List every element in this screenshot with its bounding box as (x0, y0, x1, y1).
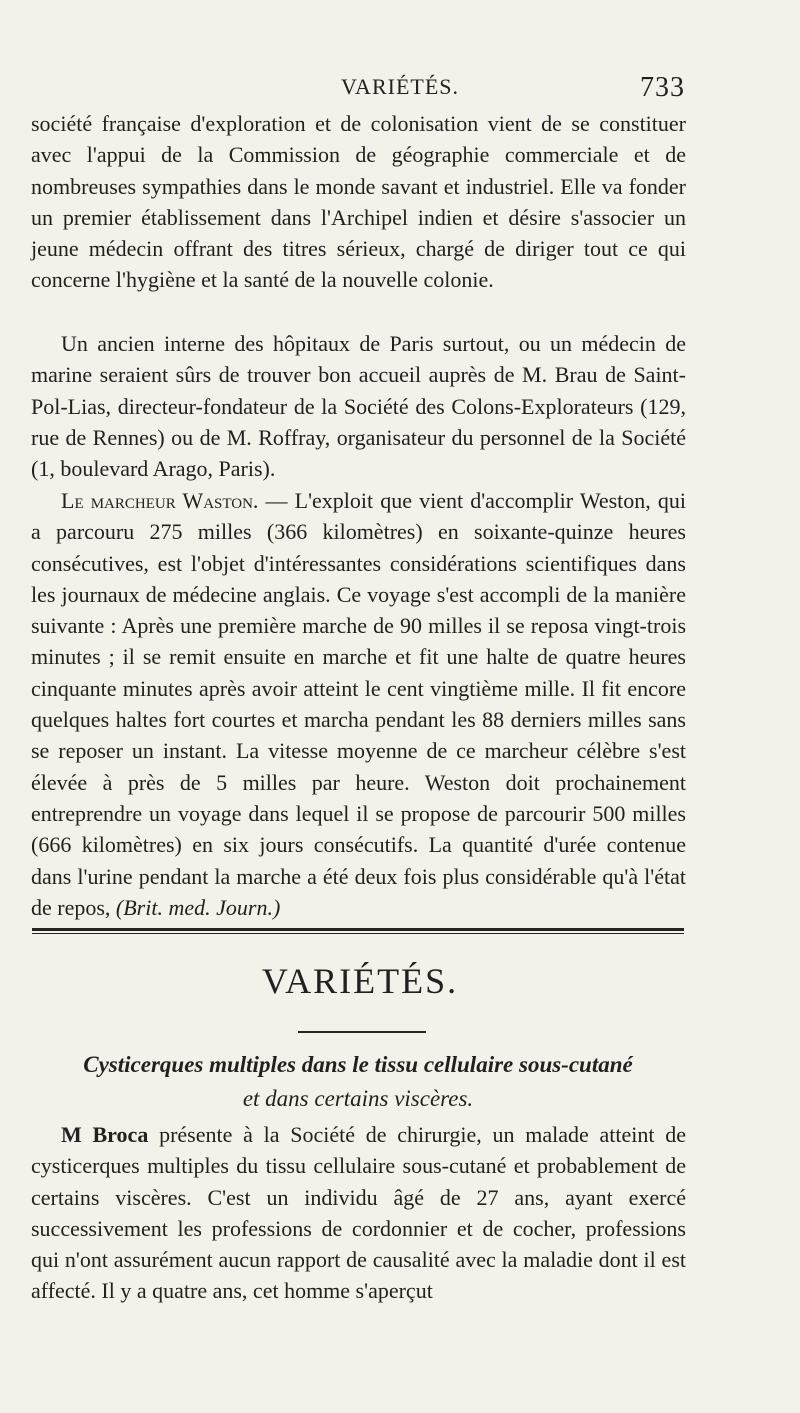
paragraph-lead: M Broca (61, 1122, 149, 1147)
paragraph-candidates (31, 328, 686, 484)
article-title-line-2: et dans certains viscères. (242, 1086, 474, 1111)
paragraph-body: — L'exploit que vient d'accomplir Weston, qui a parcouru 275 milles (366 kilomètres) en soixante-quinze heures consécutives, est l'objet d'intéressantes considérations scientifiques dans les journaux de médecine anglais. Ce voyage s'est accompli de la manière suivante : Après une première marche de 90 milles il se reposa vingt-trois minutes ; il se remit ensuite en marche et fit une halte de quatre heures cinquante minutes après avoir atteint le cent vingtième mille. Il fit encore quelques haltes fort courtes et marcha pendant les 88 derniers milles sans se reposer un instant. La vitesse moyenne de ce marcheur célèbre s'est élevée à près de 5 milles par heure. Weston doit prochainement entreprendre un voyage dans lequel il se propose de parcourir 500 milles (666 kilomètres) en six jours consécutifs. La quantité d'urée contenue dans l'urine pendant la marche a été deux fois plus considérable qu'à l'état de repos, (31, 488, 686, 920)
running-header: VARIÉTÉS. (341, 74, 459, 99)
paragraph-text (31, 485, 686, 923)
page-number: 733 (640, 72, 685, 103)
paragraph-text: société française d'exploration et de colonisation vient de se constituer avec l'appui de la Commission de géographie commerciale et de nombreuses sympathies dans le monde savant et industriel. Elle va fonder un premier établissement dans l'Archipel indien et désire s'associer un jeune médecin offrant des titres sérieux, chargé de diriger tout ce qui concerne l'hygiène et la santé de la nouvelle colonie. (31, 111, 686, 293)
section-divider-thin (32, 933, 684, 934)
paragraph-broca (31, 1119, 686, 1307)
paragraph-text: Un ancien interne des hôpitaux de Paris surtout, ou un médecin de marine seraient sûrs de trouver bon accueil auprès de M. Brau de Saint-Pol-Lias, directeur-fondateur de la Société des Colons-Explorateurs (129, rue de Rennes) ou de M. Roffray, organisateur du personnel de la Société (1, boulevard Arago, Paris). (31, 331, 686, 482)
paragraph-weston (31, 485, 686, 923)
heading-underline (298, 1031, 426, 1033)
section-divider-thick (32, 928, 684, 931)
paragraph-colonisation (31, 108, 686, 296)
section-heading: VARIÉTÉS. (261, 961, 459, 1001)
paragraph-lead: Le marcheur Waston. (61, 488, 259, 513)
citation-source: (Brit. med. Journ.) (115, 894, 281, 920)
article-title-line-1: Cysticerques multiples dans le tissu cellulaire sous-cutané (83, 1052, 633, 1077)
paragraph-body: présente à la Société de chirurgie, un malade atteint de cysticerques multiples du tissu cellulaire sous-cutané et probablement de certains viscères. C'est un individu âgé de 27 ans, ayant exercé successivement les professions de cordonnier et de cocher, professions qui n'ont assurément aucun rapport de causalité avec la maladie dont il est affecté. Il y a quatre ans, cet homme s'aperçut (31, 1122, 686, 1304)
paragraph-text (31, 1119, 686, 1307)
article-title (28, 1048, 688, 1116)
